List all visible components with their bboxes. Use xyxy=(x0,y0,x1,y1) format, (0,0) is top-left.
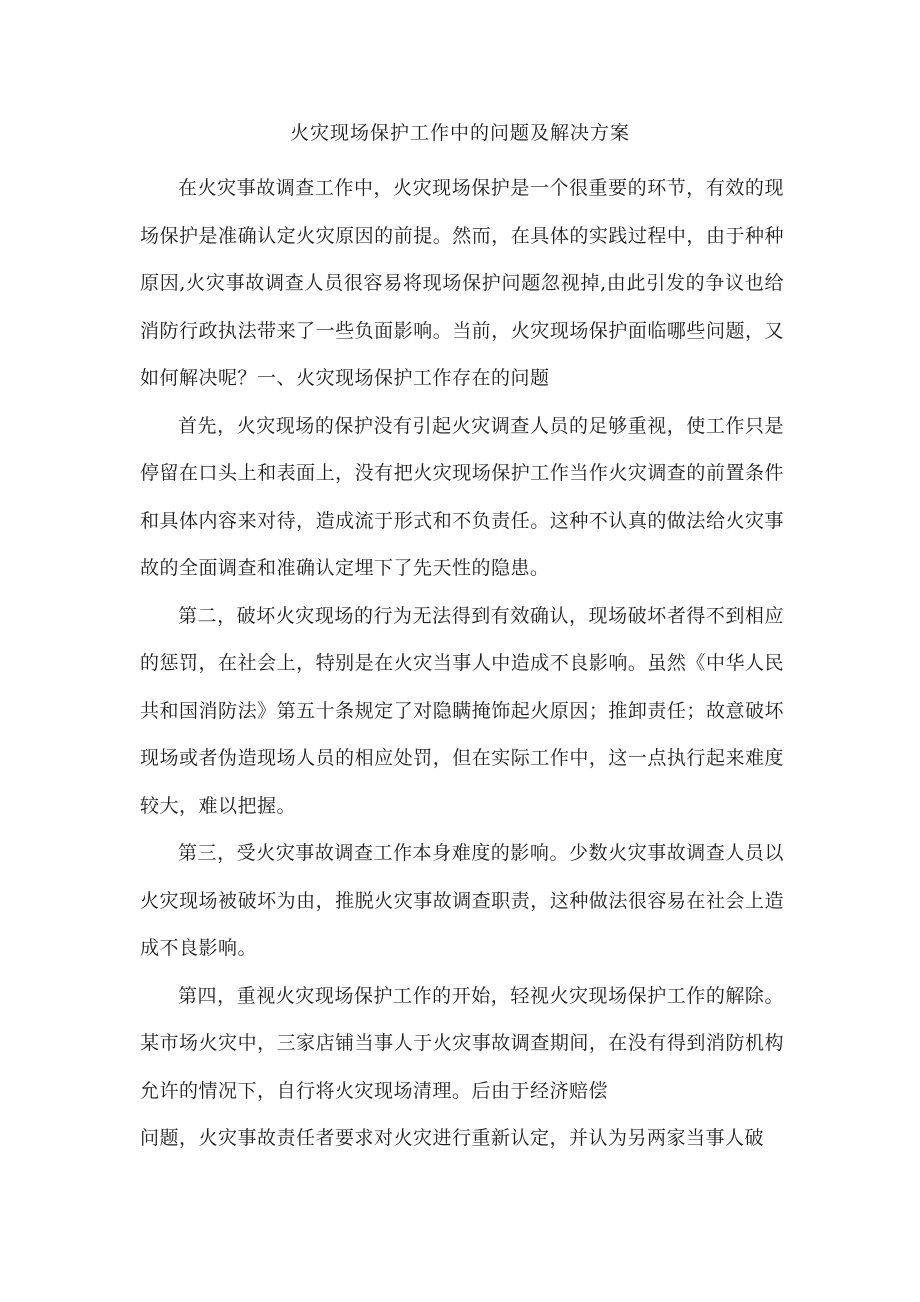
paragraph-first-issue: 首先，火灾现场的保护没有引起火灾调查人员的足够重视，使工作只是停留在口头上和表面上，没有把火灾现场保护工作当作火灾调查的前置条件和具体内容来对待，造成流于形式和不负责任。这种不认真的做法给火灾事故的全面调查和准确认定埋下了先天性的隐患。 xyxy=(140,414,784,579)
paragraph-second-issue: 第二，破坏火灾现场的行为无法得到有效确认，现场破坏者得不到相应的惩罚，在社会上，特别是在火灾当事人中造成不良影响。虽然《中华人民共和国消防法》第五十条规定了对隐瞒掩饰起火原因；推卸责任；故意破坏现场或者伪造现场人员的相应处罚，但在实际工作中，这一点执行起来难度较大，难以把握。 xyxy=(140,604,784,817)
document-body xyxy=(140,165,784,1163)
paragraph-fourth-issue: 第四，重视火灾现场保护工作的开始，轻视火灾现场保护工作的解除。某市场火灾中，三家店铺当事人于火灾事故调查期间，在没有得到消防机构允许的情况下，自行将火灾现场清理。后由于经济赔偿 xyxy=(140,984,784,1102)
paragraph-continuation: 问题，火灾事故责任者要求对火灾进行重新认定，并认为另两家当事人破 xyxy=(140,1127,765,1149)
document-title: 火灾现场保护工作中的问题及解决方案 xyxy=(289,122,630,144)
paragraph-third-issue: 第三，受火灾事故调查工作本身难度的影响。少数火灾事故调查人员以火灾现场被破坏为由，推脱火灾事故调查职责，这种做法很容易在社会上造成不良影响。 xyxy=(140,842,784,959)
paragraph-intro: 在火灾事故调查工作中，火灾现场保护是一个很重要的环节，有效的现场保护是准确认定火灾原因的前提。然而，在具体的实践过程中，由于种种原因,火灾事故调查人员很容易将现场保护问题忽视掉,由此引发的争议也给消防行政执法带来了一些负面影响。当前，火灾现场保护面临哪些问题，又如何解决呢？一、火灾现场保护工作存在的问题 xyxy=(140,177,784,389)
